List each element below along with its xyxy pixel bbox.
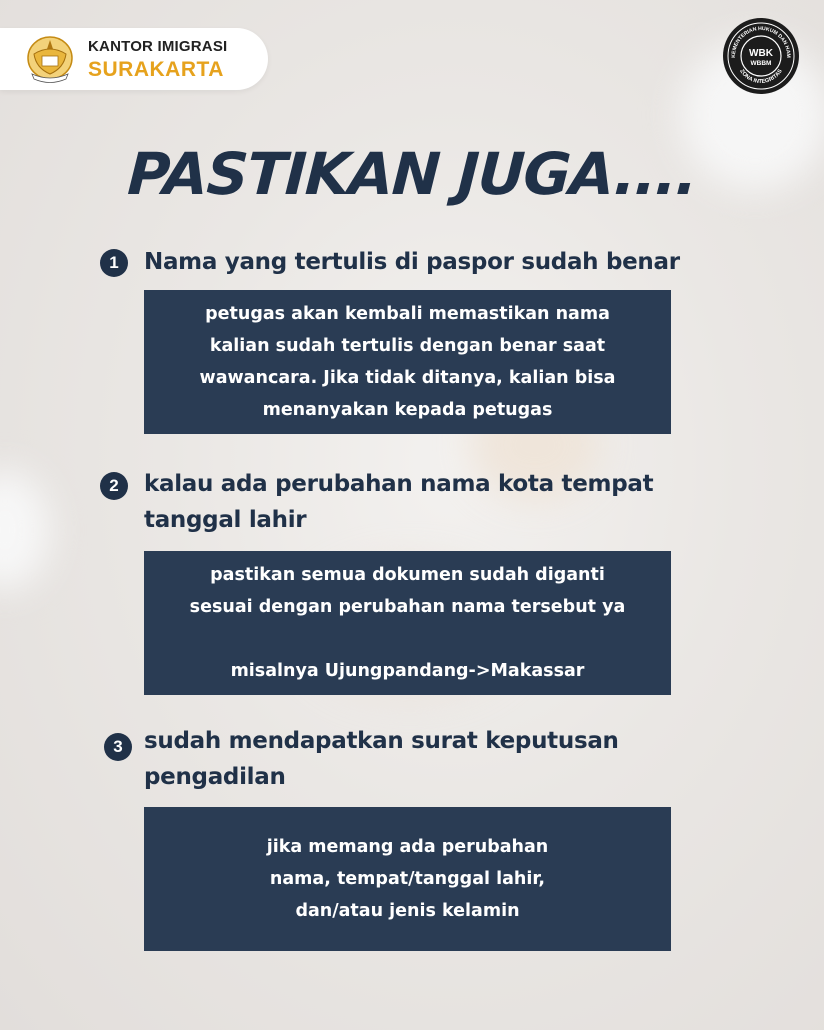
imigrasi-emblem-icon bbox=[24, 34, 76, 84]
info-box-text: petugas akan kembali memastikan nama kalian sudah tertulis dengan benar saat wawancara. Jika tidak ditanya, kalian bisa menanyakan kepada petugas bbox=[199, 304, 616, 420]
info-box-text: pastikan semua dokumen sudah diganti sesuai dengan perubahan nama tersebut ya misalnya Ujungpandang->Makassar bbox=[189, 565, 626, 681]
wbk-wbbm-badge-icon bbox=[722, 17, 800, 95]
badge-ring-top-text: KEMENTERIAN HUKUM DAN HAM bbox=[730, 25, 792, 58]
info-box bbox=[144, 290, 671, 434]
item-title: kalau ada perubahan nama kota tempat tanggal lahir bbox=[144, 471, 654, 533]
item-title: sudah mendapatkan surat keputusan pengadilan bbox=[144, 728, 619, 790]
item-number-badge: 2 bbox=[100, 472, 128, 500]
badge-center-line1: WBK bbox=[749, 48, 773, 59]
badge-ring-bottom-text: ZONA INTEGRITAS bbox=[738, 68, 784, 86]
brand-city-label: SURAKARTA bbox=[88, 58, 224, 81]
page-title: PASTIKAN JUGA.... bbox=[125, 140, 699, 208]
info-box bbox=[144, 807, 671, 951]
item-number-badge: 3 bbox=[104, 733, 132, 761]
info-box bbox=[144, 551, 671, 695]
background-blur bbox=[0, 470, 50, 590]
item-title: Nama yang tertulis di paspor sudah benar bbox=[144, 249, 680, 275]
brand-header bbox=[0, 28, 268, 90]
brand-office-label: KANTOR IMIGRASI bbox=[88, 38, 228, 55]
info-box-text: jika memang ada perubahan nama, tempat/tanggal lahir, dan/atau jenis kelamin bbox=[266, 837, 549, 921]
item-number-badge: 1 bbox=[100, 249, 128, 277]
badge-center-line2: WBBM bbox=[750, 60, 772, 67]
